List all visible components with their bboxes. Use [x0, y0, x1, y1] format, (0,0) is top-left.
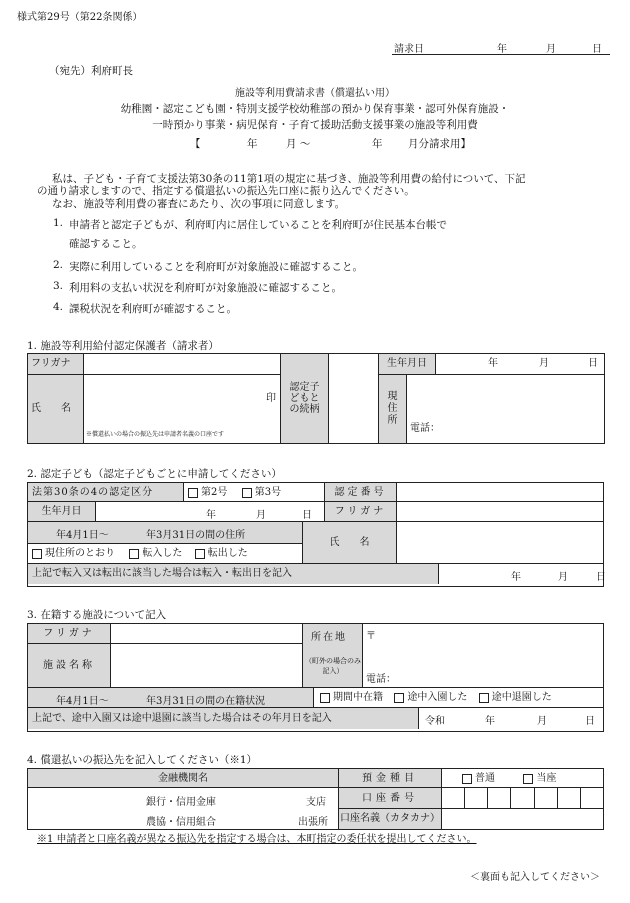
facility-address-field[interactable]: [363, 624, 603, 688]
consent-2-text: 実際に利用していることを利府町が対象施設に確認すること。: [69, 261, 363, 273]
category-options: [184, 483, 325, 502]
applicant-birth-field[interactable]: [436, 354, 604, 374]
child-address-status: [28, 522, 303, 564]
page-title: 施設等利用費請求書（償還払い用）: [235, 88, 395, 99]
moved-in-checkbox[interactable]: [129, 549, 139, 559]
move-date-month: 月: [558, 572, 568, 583]
facility-name-label: 施設名称: [28, 644, 111, 688]
address-period-start: 年4月1日〜: [56, 530, 109, 541]
consent-3-text: 利用料の支払い状況を利府町が対象施設に確認すること。: [69, 282, 342, 294]
account-digit-box[interactable]: [442, 788, 465, 808]
child-furigana-label: フリガナ: [325, 502, 397, 522]
applicant-birth-day: 日: [588, 358, 598, 369]
left-midway-checkbox[interactable]: [479, 693, 489, 703]
applicant-birth-label: 生年月日: [379, 354, 436, 374]
left-midway-label: 途中退園した: [491, 692, 552, 703]
consent-1-text-cont: 確認すること。: [69, 238, 143, 250]
category-3-label: 第3号: [254, 487, 282, 498]
move-date-note: 上記で転入又は転出に該当した場合は転入・転出日を記入: [28, 564, 439, 584]
section2-heading: 2. 認定子ども（認定子どもごとに申請してください）: [27, 468, 282, 480]
relation-field[interactable]: [329, 354, 379, 444]
facility-location-label: 所在地: [311, 632, 347, 643]
enrollment-date-era: 令和: [425, 716, 445, 727]
child-table: [27, 482, 604, 587]
child-name-field[interactable]: [397, 522, 603, 564]
facility-furigana-label: フリガナ: [28, 624, 111, 644]
ordinary-label: 普通: [475, 773, 495, 784]
facility-phone-label: 電話：: [366, 674, 396, 685]
enrollment-date-field[interactable]: [419, 708, 603, 729]
address-field[interactable]: [407, 375, 605, 444]
branch-text: 支店: [306, 797, 326, 808]
category-3-checkbox[interactable]: [242, 488, 252, 498]
section4-heading: 4. 償還払いの振込先を記入してください（※1）: [27, 754, 258, 766]
period-open: 【: [190, 138, 201, 150]
period-month1: 月 〜: [286, 138, 311, 150]
consent-1-number: 1.: [53, 217, 64, 229]
child-birth-day: 日: [302, 510, 312, 521]
address-same-label: 現住所のとおり: [45, 548, 115, 559]
applicant-table: [27, 353, 605, 444]
bank-table: [27, 768, 604, 830]
period-year2: 年: [372, 138, 383, 150]
account-number-label: 口座番号: [339, 788, 442, 809]
address-label: 現住所: [379, 375, 407, 444]
child-furigana-field[interactable]: [397, 502, 603, 522]
move-date-field[interactable]: [439, 564, 606, 584]
account-number-field[interactable]: [442, 788, 603, 809]
account-holder-field[interactable]: [442, 809, 603, 829]
address-same-checkbox[interactable]: [32, 549, 42, 559]
footnote: ※1 申請者と口座名義が異なる振込先を指定する場合は、本町指定の委任状を提出してください。: [37, 834, 477, 845]
consent-4-number: 4.: [53, 301, 64, 313]
move-date-year: 年: [511, 572, 521, 583]
consent-4-text: 課税状況を利府町が確認すること。: [69, 303, 237, 315]
applicant-phone-label: 電話：: [410, 423, 440, 434]
address-period-end: 年3月31日の間の住所: [146, 530, 246, 541]
subtitle-line1: 幼稚園・認定こども園・特別支援学校幼稚部の預かり保育事業・認可外保育施設・: [120, 103, 510, 115]
account-digit-box[interactable]: [465, 788, 488, 808]
applicant-furigana-label: フリガナ: [28, 354, 84, 375]
moved-in-label: 転入した: [142, 548, 183, 559]
request-date-month: 月: [546, 44, 556, 55]
section1-heading: 1. 施設等利用給付認定保護者（請求者）: [27, 340, 219, 352]
current-label: 当座: [536, 773, 557, 784]
child-birth-field[interactable]: [96, 502, 325, 522]
intro-line2: の通り請求しますので、指定する償還払いの振込先口座に振り込んでください。: [37, 185, 415, 197]
moved-out-label: 転出した: [207, 548, 248, 559]
deposit-type-label: 預金種目: [339, 769, 442, 788]
child-birth-year: 年: [206, 510, 216, 521]
account-digit-box[interactable]: [558, 788, 581, 808]
addressee: （宛先）利府町長: [49, 65, 133, 77]
seal-mark: 印: [266, 393, 276, 404]
period-year1: 年: [247, 138, 258, 150]
applicant-name-field[interactable]: [84, 375, 281, 444]
account-digit-box[interactable]: [488, 788, 511, 808]
applicant-name-note: ※償還払いの場合の振込先は申請者名義の口座です: [86, 431, 225, 438]
facility-name-field[interactable]: [111, 644, 303, 688]
enrollment-options: [314, 688, 603, 708]
facility-furigana-field[interactable]: [111, 624, 303, 644]
account-digit-box[interactable]: [581, 788, 603, 808]
consent-3-number: 3.: [53, 280, 64, 292]
address-options: [28, 543, 302, 563]
request-date-label: 請求日: [394, 44, 424, 55]
enrolled-full-checkbox[interactable]: [320, 693, 330, 703]
moved-out-checkbox[interactable]: [195, 549, 205, 559]
child-name-label: 氏 名: [303, 522, 397, 564]
bank-type-text: 銀行・信用金庫: [146, 797, 216, 808]
request-date-day: 日: [592, 44, 602, 55]
current-checkbox[interactable]: [523, 774, 533, 784]
coop-type-text: 農協・信用組合: [146, 817, 216, 828]
enrollment-date-day: 日: [585, 716, 595, 727]
applicant-name-label: 氏 名: [28, 375, 84, 444]
enrollment-period-label: [28, 688, 314, 708]
applicant-furigana-field[interactable]: [84, 354, 281, 375]
subtitle-line2: 一時預かり事業・病児保育・子育て援助活動支援事業の施設等利用費: [152, 119, 478, 131]
account-digit-box[interactable]: [535, 788, 558, 808]
section3-heading: 3. 在籍する施設について記入: [27, 609, 167, 621]
cert-number-field[interactable]: [397, 483, 603, 502]
consent-2-number: 2.: [53, 259, 64, 271]
form-number: 様式第29号（第22条関係）: [17, 12, 143, 23]
enrolled-full-label: 期間中在籍: [333, 692, 383, 703]
category-2-label: 第2号: [201, 487, 228, 498]
enrollment-period-end: 年3月31日の間の在籍状況: [146, 696, 266, 707]
applicant-birth-year: 年: [488, 358, 498, 369]
child-birth-label: 生年月日: [28, 502, 96, 522]
facility-location-label-cell: [303, 624, 363, 688]
relation-label: 認定子どもとの続柄: [281, 354, 329, 444]
account-holder-label: 口座名義（カタカナ）: [339, 809, 442, 829]
bank-name-label: 金融機関名: [28, 769, 339, 788]
child-birth-month: 月: [256, 510, 266, 521]
joined-midway-label: 途中入園した: [407, 692, 468, 703]
bank-name-field[interactable]: [28, 788, 339, 829]
category-label: 法第30条の4の認定区分: [28, 483, 184, 502]
move-date-day: 日: [596, 572, 606, 583]
back-side-note: ＜裏面も記入してください＞: [470, 872, 600, 883]
enrollment-date-year: 年: [485, 716, 495, 727]
facility-table: [27, 623, 604, 732]
cert-number-label: 認定番号: [325, 483, 397, 502]
joined-midway-checkbox[interactable]: [394, 693, 404, 703]
applicant-birth-month: 月: [539, 358, 549, 369]
consent-1-text: 申請者と認定子どもが、利府町内に居住していることを利府町が住民基本台帳で: [69, 219, 447, 231]
intro-line1: 私は、子ども・子育て支援法第30条の11第1項の規定に基づき、施設等利用費の給付について、下記: [52, 173, 526, 185]
postal-mark: 〒: [366, 631, 376, 642]
category-2-checkbox[interactable]: [188, 488, 198, 498]
request-date-year: 年: [497, 44, 507, 55]
period-month2: 月分請求用】: [408, 138, 471, 150]
deposit-type-options: [442, 769, 603, 788]
account-digit-box[interactable]: [511, 788, 534, 808]
enrollment-date-note: 上記で、途中入園又は途中退園に該当した場合はその年月日を記入: [28, 708, 419, 729]
enrollment-date-month: 月: [537, 716, 547, 727]
ordinary-checkbox[interactable]: [462, 774, 472, 784]
facility-outside-note: （町外の場合のみ記入）: [305, 657, 361, 675]
intro-line3: なお、施設等利用費の審査にあたり、次の事項に同意します。: [52, 198, 346, 210]
office-text: 出張所: [298, 817, 328, 828]
enrollment-period-start: 年4月1日〜: [56, 696, 109, 707]
applicant-birth-row: [379, 354, 605, 375]
